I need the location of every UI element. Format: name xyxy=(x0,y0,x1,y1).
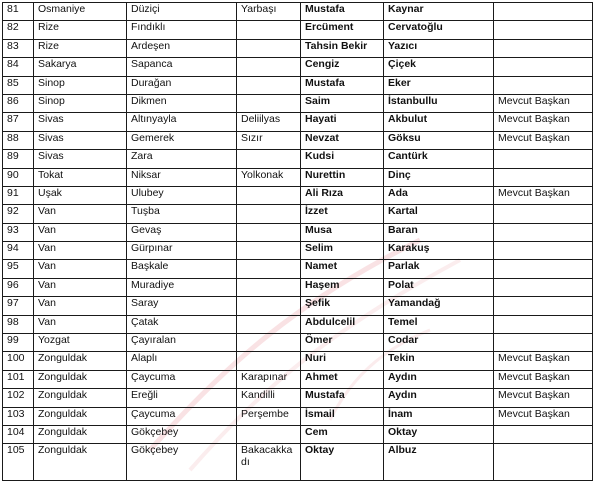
table-row xyxy=(3,39,593,57)
last-name-cell: Çiçek xyxy=(384,58,494,76)
first-name-cell: Selim xyxy=(301,242,384,260)
first-name-cell: Kudsi xyxy=(301,150,384,168)
province-cell: Zonguldak xyxy=(34,444,127,481)
province-cell: Van xyxy=(34,260,127,278)
table-body xyxy=(3,3,593,481)
row-number-cell: 103 xyxy=(3,407,34,425)
last-name-cell: Oktay xyxy=(384,425,494,443)
first-name-cell: Nevzat xyxy=(301,131,384,149)
first-name-cell: Ali Rıza xyxy=(301,186,384,204)
first-name-cell: İzzet xyxy=(301,205,384,223)
last-name-cell: Temel xyxy=(384,315,494,333)
first-name-cell: Hayati xyxy=(301,113,384,131)
province-cell: Yozgat xyxy=(34,334,127,352)
table-row xyxy=(3,113,593,131)
row-number-cell: 97 xyxy=(3,297,34,315)
last-name-cell: Cantürk xyxy=(384,150,494,168)
last-name-cell: Aydın xyxy=(384,389,494,407)
note-cell: Mevcut Başkan xyxy=(494,186,593,204)
province-cell: Rize xyxy=(34,21,127,39)
district-cell: Gökçebey xyxy=(127,444,237,481)
row-number-cell: 88 xyxy=(3,131,34,149)
note-cell xyxy=(494,297,593,315)
district-cell: Dikmen xyxy=(127,94,237,112)
province-cell: Sivas xyxy=(34,150,127,168)
note-cell xyxy=(494,278,593,296)
table-row xyxy=(3,3,593,21)
district-cell: Ardeşen xyxy=(127,39,237,57)
town-cell xyxy=(237,315,301,333)
last-name-cell: Göksu xyxy=(384,131,494,149)
town-cell: Kandilli xyxy=(237,389,301,407)
last-name-cell: Karakuş xyxy=(384,242,494,260)
table-row xyxy=(3,425,593,443)
last-name-cell: İstanbullu xyxy=(384,94,494,112)
town-cell xyxy=(237,425,301,443)
first-name-cell: Oktay xyxy=(301,444,384,481)
last-name-cell: Codar xyxy=(384,334,494,352)
province-cell: Zonguldak xyxy=(34,389,127,407)
first-name-cell: Ömer xyxy=(301,334,384,352)
province-cell: Sinop xyxy=(34,94,127,112)
row-number-cell: 93 xyxy=(3,223,34,241)
row-number-cell: 86 xyxy=(3,94,34,112)
last-name-cell: İnam xyxy=(384,407,494,425)
district-cell: Başkale xyxy=(127,260,237,278)
note-cell xyxy=(494,444,593,481)
first-name-cell: Nuri xyxy=(301,352,384,370)
table-row xyxy=(3,58,593,76)
table-row xyxy=(3,223,593,241)
district-cell: Gürpınar xyxy=(127,242,237,260)
town-cell xyxy=(237,297,301,315)
province-cell: Rize xyxy=(34,39,127,57)
first-name-cell: Saim xyxy=(301,94,384,112)
table-row xyxy=(3,205,593,223)
row-number-cell: 100 xyxy=(3,352,34,370)
province-cell: Zonguldak xyxy=(34,370,127,388)
province-cell: Sivas xyxy=(34,131,127,149)
last-name-cell: Aydın xyxy=(384,370,494,388)
province-cell: Sivas xyxy=(34,113,127,131)
district-cell: Alaplı xyxy=(127,352,237,370)
mayor-candidates-table xyxy=(2,2,593,481)
last-name-cell: Kaynar xyxy=(384,3,494,21)
row-number-cell: 104 xyxy=(3,425,34,443)
first-name-cell: Musa xyxy=(301,223,384,241)
note-cell xyxy=(494,315,593,333)
row-number-cell: 83 xyxy=(3,39,34,57)
table-row xyxy=(3,352,593,370)
town-cell xyxy=(237,352,301,370)
district-cell: Altınyayla xyxy=(127,113,237,131)
first-name-cell: İsmail xyxy=(301,407,384,425)
last-name-cell: Yazıcı xyxy=(384,39,494,57)
district-cell: Ulubey xyxy=(127,186,237,204)
first-name-cell: Ercüment xyxy=(301,21,384,39)
note-cell: Mevcut Başkan xyxy=(494,407,593,425)
table-row xyxy=(3,76,593,94)
note-cell xyxy=(494,205,593,223)
town-cell: Deliilyas xyxy=(237,113,301,131)
first-name-cell: Mustafa xyxy=(301,389,384,407)
row-number-cell: 81 xyxy=(3,3,34,21)
note-cell xyxy=(494,425,593,443)
district-cell: Düziçi xyxy=(127,3,237,21)
first-name-cell: Cengiz xyxy=(301,58,384,76)
note-cell xyxy=(494,21,593,39)
first-name-cell: Abdulcelil xyxy=(301,315,384,333)
province-cell: Van xyxy=(34,278,127,296)
district-cell: Ereğli xyxy=(127,389,237,407)
note-cell xyxy=(494,3,593,21)
row-number-cell: 85 xyxy=(3,76,34,94)
row-number-cell: 91 xyxy=(3,186,34,204)
district-cell: Tuşba xyxy=(127,205,237,223)
row-number-cell: 84 xyxy=(3,58,34,76)
note-cell xyxy=(494,168,593,186)
first-name-cell: Şefik xyxy=(301,297,384,315)
first-name-cell: Ahmet xyxy=(301,370,384,388)
town-cell xyxy=(237,278,301,296)
first-name-cell: Cem xyxy=(301,425,384,443)
province-cell: Van xyxy=(34,315,127,333)
last-name-cell: Cervatoğlu xyxy=(384,21,494,39)
table-row xyxy=(3,242,593,260)
district-cell: Çayıralan xyxy=(127,334,237,352)
row-number-cell: 102 xyxy=(3,389,34,407)
town-cell xyxy=(237,39,301,57)
table-row xyxy=(3,297,593,315)
province-cell: Van xyxy=(34,242,127,260)
table-row xyxy=(3,315,593,333)
province-cell: Van xyxy=(34,223,127,241)
note-cell xyxy=(494,39,593,57)
row-number-cell: 95 xyxy=(3,260,34,278)
district-cell: Fındıklı xyxy=(127,21,237,39)
table-row xyxy=(3,260,593,278)
last-name-cell: Akbulut xyxy=(384,113,494,131)
town-cell xyxy=(237,205,301,223)
table-row xyxy=(3,94,593,112)
last-name-cell: Kartal xyxy=(384,205,494,223)
town-cell xyxy=(237,186,301,204)
town-cell: Sızır xyxy=(237,131,301,149)
town-cell: Karapınar xyxy=(237,370,301,388)
last-name-cell: Yamandağ xyxy=(384,297,494,315)
town-cell xyxy=(237,334,301,352)
row-number-cell: 101 xyxy=(3,370,34,388)
province-cell: Zonguldak xyxy=(34,425,127,443)
row-number-cell: 90 xyxy=(3,168,34,186)
district-cell: Durağan xyxy=(127,76,237,94)
last-name-cell: Eker xyxy=(384,76,494,94)
note-cell: Mevcut Başkan xyxy=(494,94,593,112)
district-cell: Gevaş xyxy=(127,223,237,241)
last-name-cell: Polat xyxy=(384,278,494,296)
province-cell: Zonguldak xyxy=(34,352,127,370)
table-row xyxy=(3,168,593,186)
town-cell xyxy=(237,58,301,76)
district-cell: Niksar xyxy=(127,168,237,186)
district-cell: Çatak xyxy=(127,315,237,333)
table-row xyxy=(3,186,593,204)
table-row xyxy=(3,370,593,388)
table-row xyxy=(3,444,593,481)
row-number-cell: 87 xyxy=(3,113,34,131)
town-cell xyxy=(237,21,301,39)
town-cell xyxy=(237,260,301,278)
table-row xyxy=(3,150,593,168)
district-cell: Zara xyxy=(127,150,237,168)
note-cell: Mevcut Başkan xyxy=(494,389,593,407)
first-name-cell: Mustafa xyxy=(301,76,384,94)
table-row xyxy=(3,407,593,425)
first-name-cell: Nurettin xyxy=(301,168,384,186)
district-cell: Saray xyxy=(127,297,237,315)
table-row xyxy=(3,21,593,39)
note-cell: Mevcut Başkan xyxy=(494,113,593,131)
district-cell: Çaycuma xyxy=(127,407,237,425)
note-cell xyxy=(494,58,593,76)
row-number-cell: 96 xyxy=(3,278,34,296)
note-cell xyxy=(494,260,593,278)
province-cell: Zonguldak xyxy=(34,407,127,425)
district-cell: Sapanca xyxy=(127,58,237,76)
first-name-cell: Haşem xyxy=(301,278,384,296)
province-cell: Van xyxy=(34,297,127,315)
first-name-cell: Mustafa xyxy=(301,3,384,21)
last-name-cell: Parlak xyxy=(384,260,494,278)
table-row xyxy=(3,334,593,352)
town-cell: Perşembe xyxy=(237,407,301,425)
note-cell: Mevcut Başkan xyxy=(494,370,593,388)
row-number-cell: 94 xyxy=(3,242,34,260)
row-number-cell: 89 xyxy=(3,150,34,168)
row-number-cell: 98 xyxy=(3,315,34,333)
town-cell: Yarbaşı xyxy=(237,3,301,21)
first-name-cell: Tahsin Bekir xyxy=(301,39,384,57)
row-number-cell: 92 xyxy=(3,205,34,223)
last-name-cell: Albuz xyxy=(384,444,494,481)
last-name-cell: Dinç xyxy=(384,168,494,186)
note-cell xyxy=(494,334,593,352)
province-cell: Van xyxy=(34,205,127,223)
table-row xyxy=(3,389,593,407)
town-cell xyxy=(237,242,301,260)
town-cell xyxy=(237,150,301,168)
town-cell xyxy=(237,94,301,112)
note-cell xyxy=(494,223,593,241)
note-cell xyxy=(494,242,593,260)
table-row xyxy=(3,131,593,149)
row-number-cell: 82 xyxy=(3,21,34,39)
district-cell: Gökçebey xyxy=(127,425,237,443)
table-row xyxy=(3,278,593,296)
province-cell: Uşak xyxy=(34,186,127,204)
last-name-cell: Tekin xyxy=(384,352,494,370)
town-cell xyxy=(237,76,301,94)
note-cell xyxy=(494,150,593,168)
district-cell: Gemerek xyxy=(127,131,237,149)
province-cell: Sinop xyxy=(34,76,127,94)
row-number-cell: 105 xyxy=(3,444,34,481)
town-cell: Bakacakkadı xyxy=(237,444,301,481)
first-name-cell: Namet xyxy=(301,260,384,278)
town-cell xyxy=(237,223,301,241)
province-cell: Tokat xyxy=(34,168,127,186)
note-cell: Mevcut Başkan xyxy=(494,131,593,149)
town-cell: Yolkonak xyxy=(237,168,301,186)
note-cell: Mevcut Başkan xyxy=(494,352,593,370)
district-cell: Muradiye xyxy=(127,278,237,296)
district-cell: Çaycuma xyxy=(127,370,237,388)
note-cell xyxy=(494,76,593,94)
province-cell: Osmaniye xyxy=(34,3,127,21)
last-name-cell: Ada xyxy=(384,186,494,204)
last-name-cell: Baran xyxy=(384,223,494,241)
row-number-cell: 99 xyxy=(3,334,34,352)
province-cell: Sakarya xyxy=(34,58,127,76)
